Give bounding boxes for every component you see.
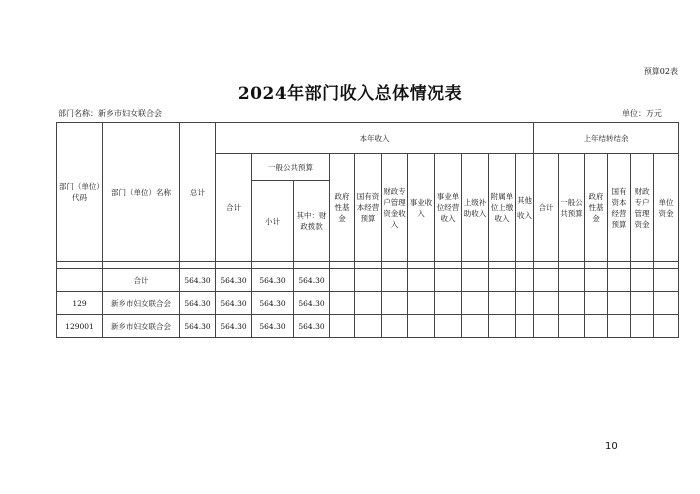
cell-total: 564.30 [180,292,216,315]
table-row [57,269,679,292]
header-row-1 [57,123,679,154]
header-total: 总计 [180,123,216,262]
header-business-income: 事业收入 [408,154,435,262]
header-py-state-capital: 国有资本经营预算 [608,154,631,262]
header-other-income: 其他收入 [516,154,534,262]
cell-code: 129 [57,292,103,315]
cell-total: 564.30 [180,315,216,338]
header-py-fiscal-special: 财政专户管理资金 [631,154,654,262]
header-prior-year: 上年结转结余 [534,123,679,154]
header-current-year: 本年收入 [216,123,534,154]
header-py-general: 一般公共预算 [559,154,585,262]
header-superior-subsidy: 上级补助收入 [462,154,489,262]
cell-code [57,269,103,292]
header-unit-operating: 事业单位经营收入 [435,154,462,262]
header-py-unit-funds: 单位资金 [654,154,679,262]
table-row [57,315,679,338]
cell-gb-subtotal: 564.30 [252,269,294,292]
form-number: 预算02表 [643,67,678,76]
table-row [57,292,679,315]
cell-gb-subtotal: 564.30 [252,315,294,338]
cell-cy-total: 564.30 [216,292,252,315]
header-dept-name: 部门（单位）名称 [103,123,180,262]
header-py-total: 合计 [534,154,559,262]
cell-name: 合计 [103,269,180,292]
spacer-row [57,262,679,269]
header-gb-fiscal: 其中：财政拨款 [294,181,330,262]
cell-name: 新乡市妇女联合会 [103,315,180,338]
header-general-budget: 一般公共预算 [252,154,330,181]
cell-gb-fiscal: 564.30 [294,315,330,338]
cell-code: 129001 [57,315,103,338]
cell-cy-total: 564.30 [216,315,252,338]
department-name-label: 部门名称：新乡市妇女联合会 [58,109,162,118]
header-fiscal-special: 财政专户管理资金收入 [382,154,408,262]
income-summary-table [56,122,679,338]
header-cy-total: 合计 [216,154,252,262]
cell-cy-total: 564.30 [216,269,252,292]
unit-label: 单位：万元 [622,109,662,118]
page-title: 2024年部门收入总体情况表 [237,84,463,104]
header-state-capital: 国有资本经营预算 [355,154,382,262]
header-dept-code: 部门（单位）代码 [57,123,103,262]
cell-total: 564.30 [180,269,216,292]
page-number: 10 [605,441,618,452]
cell-name: 新乡市妇女联合会 [103,292,180,315]
header-affiliated-income: 附属单位上缴收入 [489,154,516,262]
header-py-gov-fund: 政府性基金 [585,154,608,262]
cell-gb-fiscal: 564.30 [294,292,330,315]
cell-gb-subtotal: 564.30 [252,292,294,315]
cell-gb-fiscal: 564.30 [294,269,330,292]
header-gb-subtotal: 小计 [252,181,294,262]
header-gov-fund: 政府性基金 [330,154,355,262]
